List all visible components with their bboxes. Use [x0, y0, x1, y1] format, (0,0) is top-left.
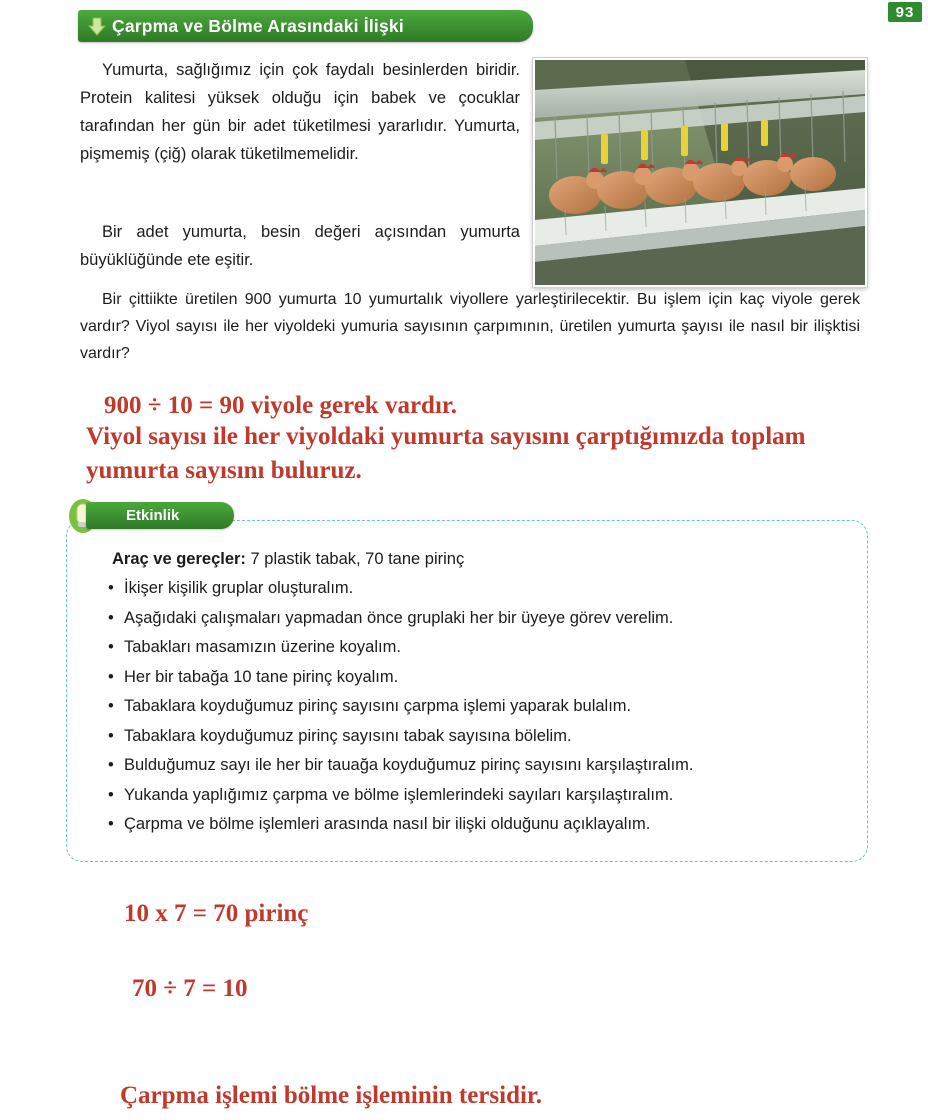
section-header: [78, 10, 533, 42]
paragraph-intro: Yumurta, sağlığımız için çok faydalı besinlerden biridir. Protein kalitesi yüksek olduğu için babek ve çocuklar tarafından her gün bir adet tüketilmesi yararlıdır. Yumurta, pişmemiş (çiğ) olarak tüketilmemelidir.: [80, 61, 520, 163]
paragraph-problem: Bir çittiikte üretilen 900 yumurta 10 yumurtalık viyollere yarleştirilecektir. Bu işlem için kaç viyole gerek vardır? Viyol sayısı ile her viyoldeki yumuria sayısının çarpımının, üretilen yumurta şayısı ile nasıl bir ilişktisi vardır?: [80, 291, 860, 362]
answer-division-result: 900 ÷ 10 = 90 viyole gerek vardır.: [104, 392, 457, 419]
list-item: • Çarpma ve bölme işlemleri arasında nasıl bir ilişki olduğunu açıklayalım.: [108, 810, 868, 840]
answer-multiplication: 10 x 7 = 70 pirinç: [124, 900, 309, 927]
list-item: • Yukanda yaplığımız çarpma ve bölme işlemlerindeki sayıları karşılaştıralım.: [108, 781, 868, 811]
activity-tab: [86, 502, 234, 529]
list-item: • Aşağıdaki çalışmaları yapmadan önce gruplaki her bir üyeye görev verelim.: [108, 604, 868, 634]
page-number-badge: 93: [888, 2, 922, 22]
activity-tab-label: Etkinlik: [126, 507, 180, 524]
list-item: • Tabaklara koyduğumuz pirinç sayısını çarpma işlemi yaparak bulalım.: [108, 692, 868, 722]
activity-materials: [112, 550, 464, 569]
activity-materials-label: Araç ve gereçler:: [112, 550, 246, 568]
chicken-farm-photo: [533, 58, 867, 287]
section-title: Çarpma ve Bölme Arasındaki İlişki: [112, 15, 404, 36]
answer-conclusion: Çarpma işlemi bölme işleminin tersidir.: [120, 1082, 542, 1109]
activity-steps-list: [108, 574, 868, 840]
answer-division: 70 ÷ 7 = 10: [132, 975, 248, 1002]
answer-relationship-text: Viyol sayısı ile her viyoldaki yumurta sayısını çarptığımızda toplam yumurta sayısını buluruz.: [86, 423, 806, 484]
list-item: • Bulduğumuz sayı ile her bir tauağa koyduğumuz pirinç sayısını karşılaştıralım.: [108, 751, 868, 781]
down-arrow-icon: [86, 15, 108, 37]
list-item: • Her bir tabağa 10 tane pirinç koyalım.: [108, 663, 868, 693]
list-item: • İkişer kişilik gruplar oluşturalım.: [108, 574, 868, 604]
activity-materials-value: 7 plastik tabak, 70 tane pirinç: [250, 550, 465, 568]
list-item: • Tabaklara koyduğumuz pirinç sayısını tabak sayısına bölelim.: [108, 722, 868, 752]
list-item: • Tabakları masamızın üzerine koyalım.: [108, 633, 868, 663]
paragraph-nutrition: Bir adet yumurta, besin değeri açısından yumurta büyüklüğünde ete eşitir.: [80, 223, 520, 269]
